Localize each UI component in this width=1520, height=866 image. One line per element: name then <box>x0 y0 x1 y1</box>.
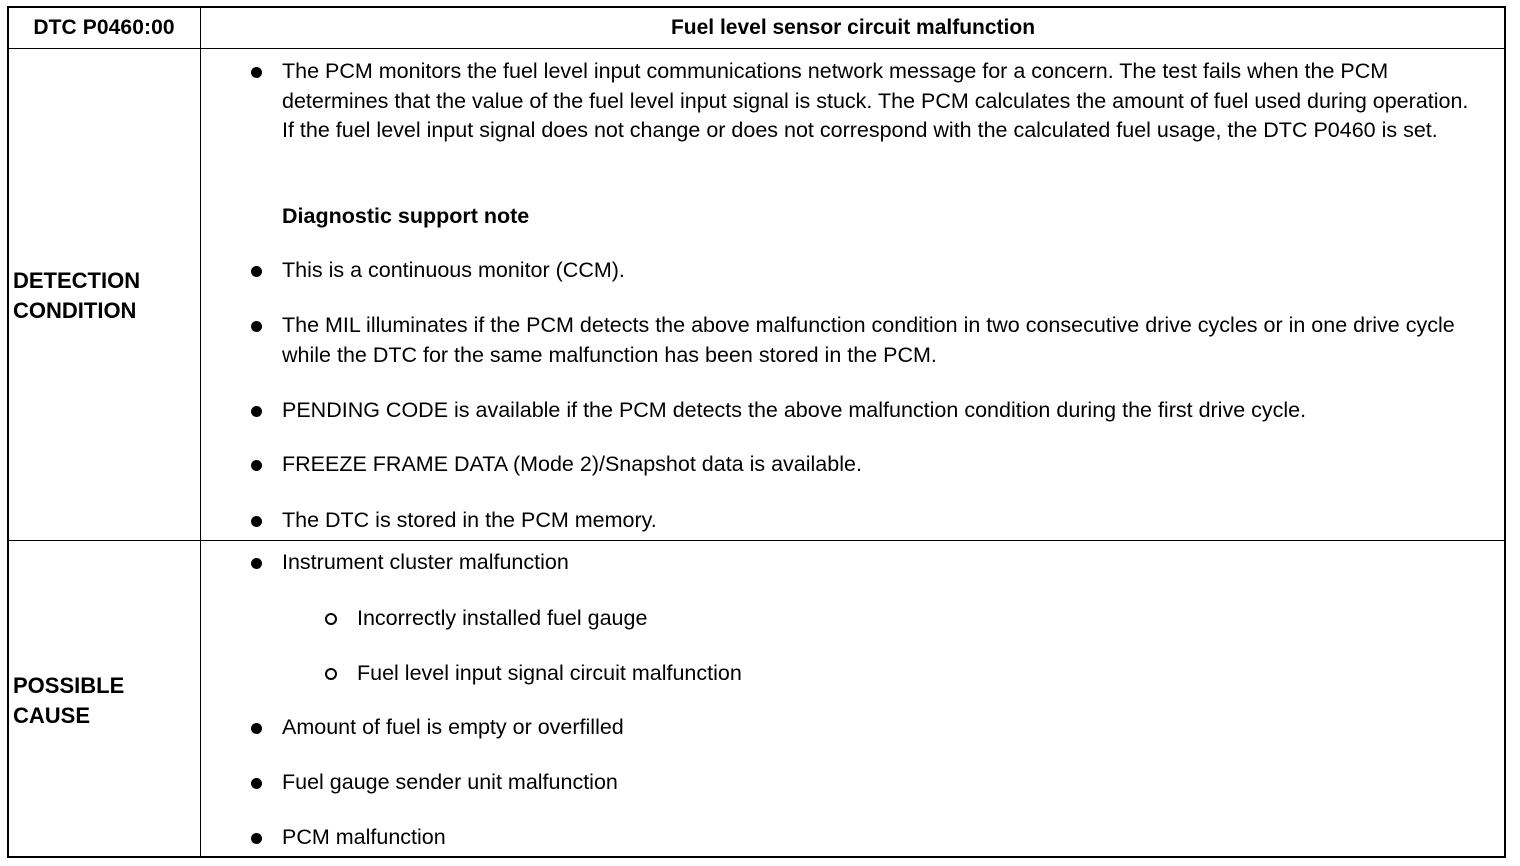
detection-note-item: PENDING CODE is available if the PCM detects the above malfunction condition during the first drive cycle. <box>282 398 1307 422</box>
cause-item: PCM malfunction <box>282 825 446 849</box>
bullet-icon <box>251 723 262 734</box>
row-divider <box>8 540 1505 541</box>
bullet-icon <box>251 406 262 417</box>
column-divider <box>200 7 201 857</box>
cause-item: Amount of fuel is empty or overfilled <box>282 715 624 739</box>
cause-sub-item: Fuel level input signal circuit malfunction <box>357 661 742 685</box>
cause-item: Instrument cluster malfunction <box>282 550 569 574</box>
detection-label-line2: CONDITION <box>13 298 137 323</box>
cause-item: Fuel gauge sender unit malfunction <box>282 770 618 794</box>
dtc-code: DTC P0460:00 <box>33 16 175 39</box>
cause-sub-item: Incorrectly installed fuel gauge <box>357 606 648 630</box>
bullet-icon <box>251 460 262 471</box>
detection-main-text: The PCM monitors the fuel level input communications network message for a concern. The test fails when the PCM determines that the value of the fuel level input signal is stuck. The PCM calculates the amount of fuel used during operation. If the fuel level input signal does not change or does not correspond with the calculated fuel usage, the DTC P0460 is set. <box>282 59 1469 143</box>
bullet-icon <box>251 833 262 844</box>
bullet-icon <box>251 778 262 789</box>
detection-note-item: The DTC is stored in the PCM memory. <box>282 508 657 532</box>
detection-note-item: This is a continuous monitor (CCM). <box>282 258 625 282</box>
possible-cause-label-line2: CAUSE <box>13 703 91 728</box>
bullet-icon <box>251 516 262 527</box>
detection-condition-label <box>13 266 193 326</box>
bullet-icon <box>251 558 262 569</box>
possible-cause-label-line1: POSSIBLE <box>13 673 125 698</box>
detection-note-item: FREEZE FRAME DATA (Mode 2)/Snapshot data is available. <box>282 452 862 476</box>
detection-note-item: The MIL illuminates if the PCM detects the above malfunction condition in two consecutive drive cycles or in one drive cycle while the DTC for the same malfunction has been stored in the PCM. <box>282 313 1455 367</box>
dtc-title: Fuel level sensor circuit malfunction <box>670 16 1036 39</box>
detection-label-line1: DETECTION <box>13 268 141 293</box>
header-divider <box>8 48 1505 49</box>
bullet-icon <box>251 67 262 78</box>
hollow-bullet-icon <box>325 668 337 680</box>
bullet-icon <box>251 321 262 332</box>
hollow-bullet-icon <box>325 613 337 625</box>
bullet-icon <box>251 266 262 277</box>
possible-cause-label <box>13 671 193 731</box>
diagnostic-support-note-heading: Diagnostic support note <box>282 204 530 228</box>
